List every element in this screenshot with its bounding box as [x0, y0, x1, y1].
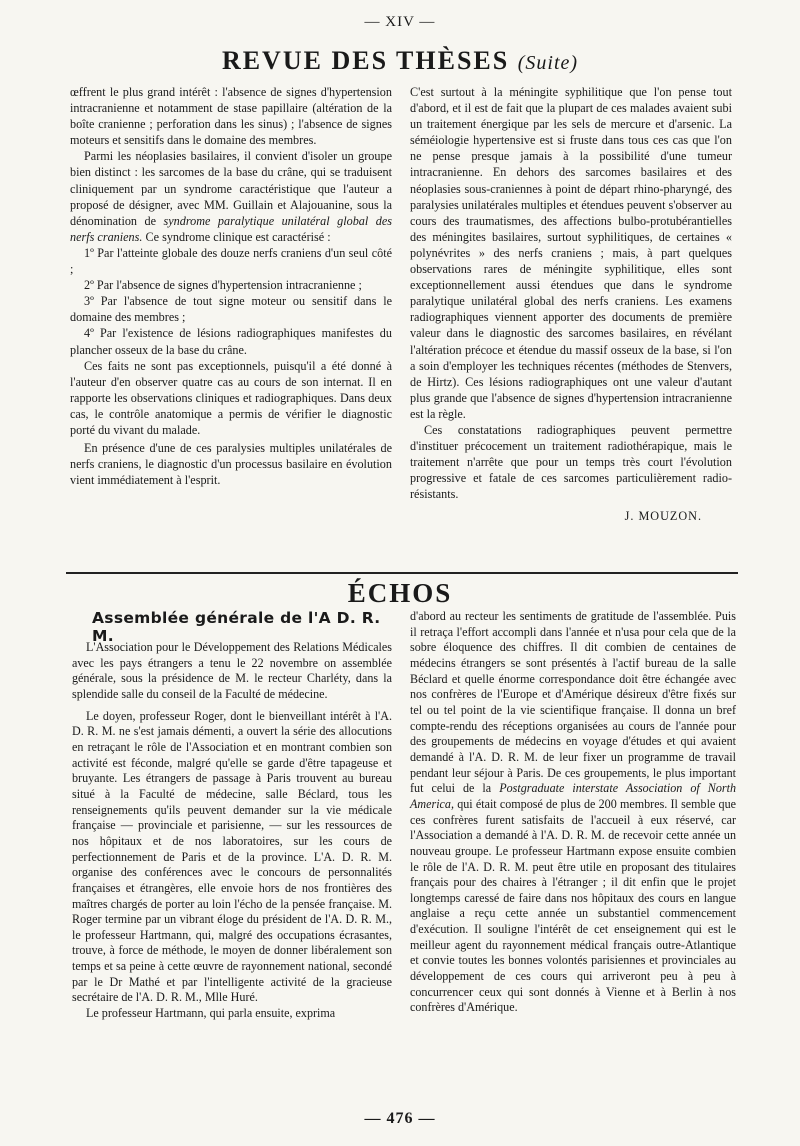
paragraph: Le professeur Hartmann, qui parla ensuite, exprima — [86, 1006, 336, 1021]
paragraph-text: Ce syndrome clinique est caractérisé : — [145, 229, 331, 244]
paragraph: En présence d'une de ces paralysies multiples unilatérales de nerfs craniens, le diagnostic d'un processus basilaire en évolution vient immédiatement à l'esprit. — [70, 441, 392, 488]
echos-right-column — [410, 609, 736, 1016]
section-divider — [66, 572, 738, 574]
paragraph: Ces constatations radiographiques peuvent permettre d'instituer précocement un traitement radiothérapique, mais le traitement n'arrête que pour un temps très court l'évolution progressive et fatale de ces sarcomes particulièrement radio-résistants. — [410, 422, 732, 502]
echos-title: ÉCHOS — [347, 578, 453, 608]
echos-left-column — [72, 640, 392, 1022]
theses-right-column — [410, 84, 732, 525]
page-number: — 476 — — [364, 1110, 436, 1127]
paragraph: œffrent le plus grand intérêt : l'absence de signes d'hypertension intracranienne et notamment de stase papillaire (altération de la boîte cranienne ; perforation dans les sinus) ; l'absence de signes moteurs et sensitifs dans le domaine des membres. — [70, 85, 392, 148]
list-item: 3º Par l'absence de tout signe moteur ou sensitif dans le domaine des membres ; — [70, 294, 392, 325]
paragraph-text: d'abord au recteur les sentiments de gratitude de l'assemblée. Puis il retraça l'effort accompli dans l'année et n'usa pour cela que de la sobre éloquence des chiffres. Il dit combien de centaines de médecins étrangers se sont présentés à l'actif bureau de la salle Béclard et quelle énorme correspondance doit être échangée avec nos confrères de l'Europe et d'Amérique désireux d'être fixés sur tel ou tel point de la vie scientifique française. Il donna un bref compte-rendu des réceptions organisées au cours de l'année pour des groupements de médecins en voyage d'études et qui avaient demandé à l'A. D. R. M. de leur fixer un programme de travail pendant leur séjour à Paris. De ces groupements, le plus important fut celui de la — [410, 609, 736, 796]
paragraph: C'est surtout à la méningite syphilitique que l'on pense tout d'abord, et il est de fait que la plupart de ces malades avaient subi un traitement énergique par les sels de mercure et d'arsenic. La séméiologie hypertensive est si fruste dans tous ces cas que l'on ne pense presque jamais à la possibilité d'une tumeur intracranienne. En dehors des sarcomes basilaires et des néoplasies sous-craniennes à point de départ rhino-pharyngé, des paralysies unilatérales multiples et étendues peuvent s'observer au cours des traumatismes, des affections bulbo-protubérantielles des méningites basilaires, surtout syphilitiques, de certaines « polynévrites » des nerfs craniens ; mais, à part quelques observations rares de méningite syphilitique, elles sont exceptionnellement aussi étendues que dans le syndrome paralytique unilatéral global des nerfs craniens. Les examens radiographiques viennent apporter des documents de première valeur dans le diagnostic des sarcomes basilaires, en révélant l'altération précoce et étendue du massif osseux de la base, si l'on a soin d'employer les techniques récentes (méthodes de Stenvers, de Hirtz). Ces lésions radiographiques ont une valeur d'autant plus grande que l'absence de signes d'hypertension intracranienne est la règle. — [410, 85, 733, 421]
paragraph: Ces faits ne sont pas exceptionnels, puisqu'il a été donné à l'auteur d'en observer quatre cas au cours de son internat. Il en rapporte les observations cliniques et radiographiques. Dans deux cas, le contrôle anatomique a permis de vérifier le diagnostic porté du vivant du malade. — [70, 358, 392, 437]
article-subtitle: Assemblée générale de l'A D. R. M. — [92, 609, 381, 645]
paragraph-text: qui était composé de plus de 200 membres. Il semble que ces confrères furent satisfaits de l'accueil à eux réservé, car l'Association a demandé à l'A. D. R. M. de recevoir cette année un nouveau groupe. Le professeur Hartmann expose ensuite combien le rôle de l'A. D. R. M. peut être utile en proposant des titulaires français pour des chaires à l'étranger ; il dit enfin que le projet longtemps caressé de faire dans nos hôpitaux des cours en langue anglaise a reçu cette année un substantiel commencement d'exécution. Il souligne l'intérêt de cet enseignement qui est le meilleur agent du rayonnement médical français outre-Atlantique et convie toutes les bonnes volontés parisiennes et provinciales au développement de ces cours qui arriveront peu à peu à concurrencer ceux qui sont donnés à Vienne et à Berlin à nos confrères d'Amérique. — [410, 796, 736, 1015]
list-item: 4º Par l'existence de lésions radiographiques manifestes du plancher osseux de la base du crâne. — [70, 326, 392, 357]
author-signature: J. MOUZON. — [624, 509, 702, 524]
page-roman-numeral: — XIV — — [364, 14, 436, 30]
theses-left-column — [70, 84, 392, 488]
paragraph — [410, 609, 736, 1016]
paragraph-text: Parmi les néoplasies basilaires, il convient d'isoler un groupe bien distinct : les sarcomes de la base du crâne, qui se traduisent cliniquement par un syndrome caractéristique que l'auteur a proposé de désigner, avec MM. Guillain et Alajouanine, sous la dénomination de — [70, 149, 392, 228]
association-name: Postgraduate interstate Association of North America, — [410, 781, 736, 811]
list-item: 2º Par l'absence de signes d'hypertension intracranienne ; — [84, 278, 362, 293]
section-title-text: REVUE DES THÈSES — [221, 46, 510, 75]
syndrome-name: syndrome paralytique unilatéral global des nerfs craniens. — [70, 213, 393, 244]
paragraph: Le doyen, professeur Roger, dont le bienveillant intérêt à l'A. D. R. M. ne s'est jamais démenti, a ouvert la série des allocutions en retraçant le rôle de l'Association et en montrant combien son activité est féconde, malgré qu'elle se garde d'être tapageuse et bruyante. Les étrangers de passage à Paris trouvent au bureau situé à la Faculté de médecine, salle Béclard, tous les renseignements qu'ils peuvent demander sur la vie médicale française — provinciale et parisienne, — sur les ressources de nos hôpitaux et de nos laboratoires, sur les cours de perfectionnement de Paris et de la province. L'A. D. R. M. organise des conférences avec le concours de personnalités françaises et étrangères, elle envoie hors de nos frontières des maîtres chargés de porter au loin l'écho de la pensée française. M. Roger termine par un vibrant éloge du président de l'A. D. R. M., le professeur Hartmann, qui, malgré des occupations écrasantes, trouve, à force de méthode, le moyen de donner libéralement son temps et sa peine à cette œuvre de rayonnement national, secondé par le Dr Mathé et par l'intelligente activité de la gracieuse secrétaire de l'A. D. R. M., Mlle Huré. — [72, 708, 392, 1005]
section-title — [0, 46, 800, 76]
section-title-suffix: (Suite) — [517, 52, 579, 74]
paragraph — [70, 148, 392, 245]
paragraph: L'Association pour le Développement des Relations Médicales avec les pays étrangers a tenu le 22 novembre on assemblée générale, sous la présidence de M. le recteur Charléty, dans la splendide salle du conseil de la Faculté de médecine. — [72, 640, 392, 701]
list-item: 1º Par l'atteinte globale des douze nerfs craniens d'un seul côté ; — [70, 245, 392, 277]
